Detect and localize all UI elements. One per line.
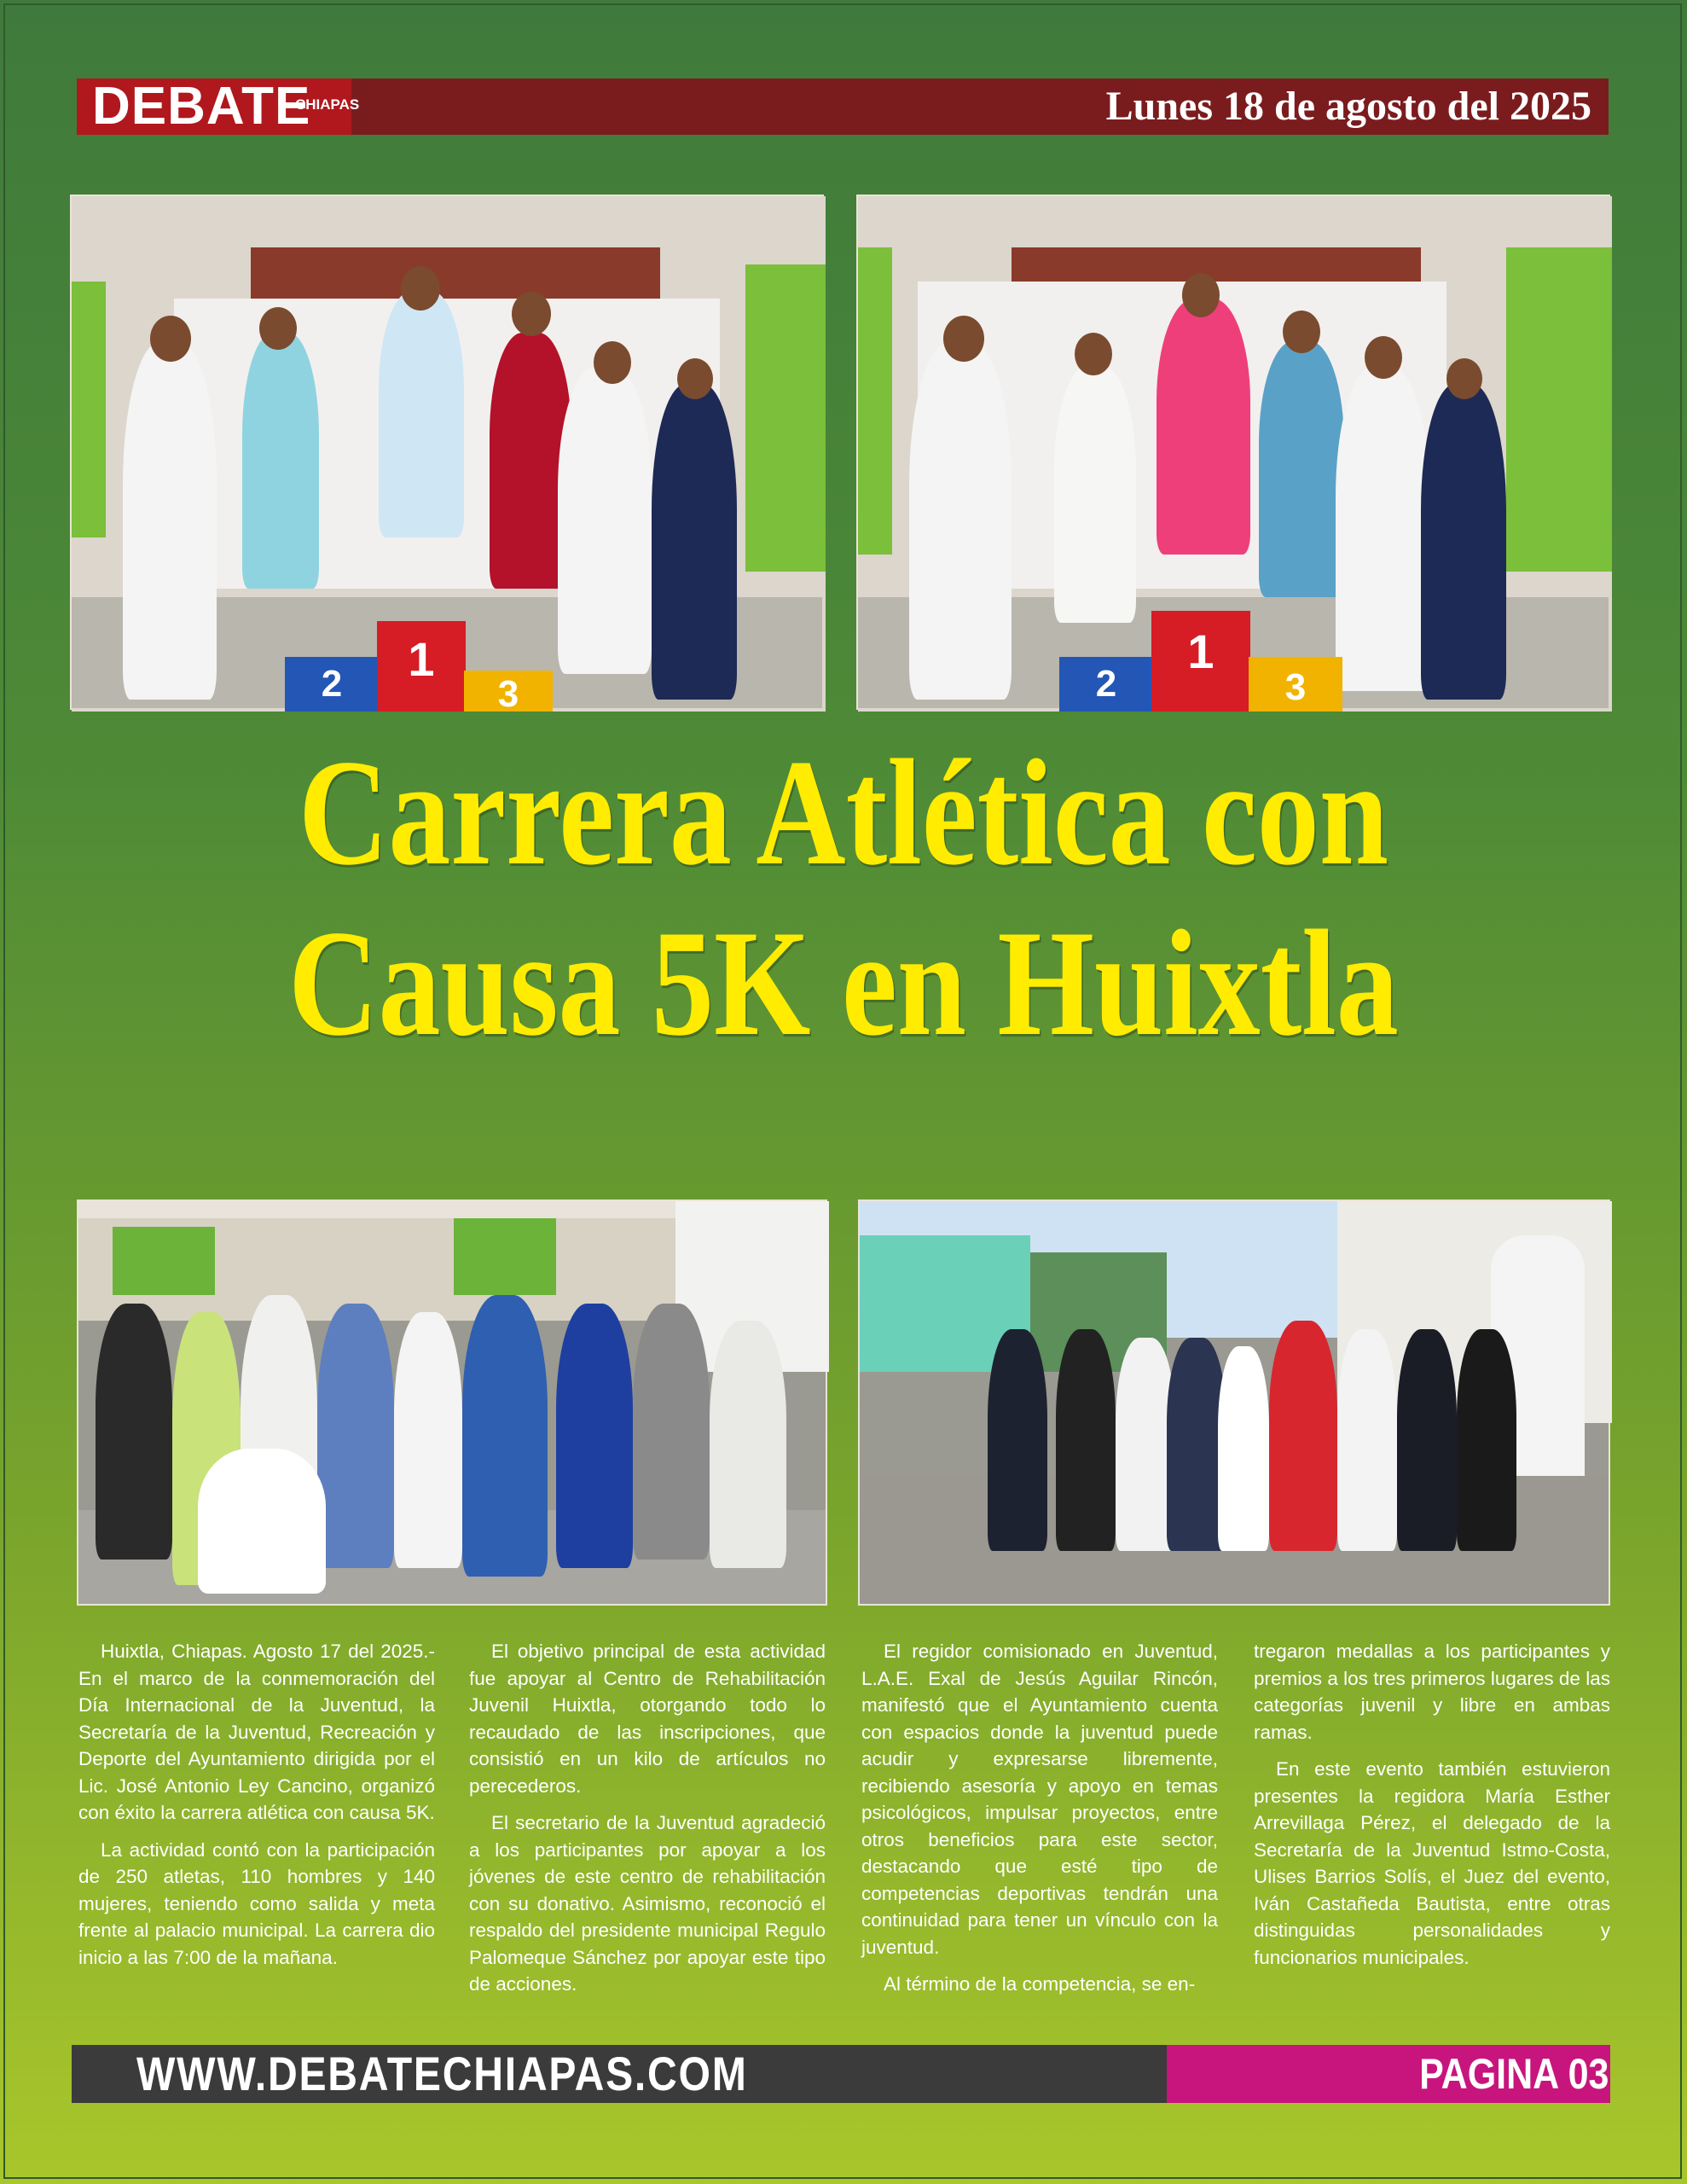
issue-date: Lunes 18 de agosto del 2025 — [1105, 84, 1591, 129]
headline-line-1: Carrera Atlética con — [298, 728, 1388, 897]
page-number: PAGINA 03 — [1418, 2050, 1609, 2098]
podium-third-men: 3 — [464, 671, 553, 712]
article-paragraph: El secretario de la Juventud agradeció a los participantes por apoyar a los jóvenes de este centro de rehabilitación con su donativo. Asimismo, reconoció el respaldo del presidente municipal Regulo Palomeque Sánchez por apoyar este tipo de acciones. — [469, 1812, 826, 1995]
article-paragraph: Huixtla, Chiapas. Agosto 17 del 2025.- En el marco de la conmemoración del Día Internacional de la Juventud, la Secretaría de la Juventud, Recreación y Deporte del Ayuntamiento dirigida por el Lic. José Antonio Ley Cancino, organizó con éxito la carrera atlética con causa 5K. — [78, 1641, 435, 1823]
photo-group-participants — [77, 1199, 827, 1606]
logo-main-text: DEBATE — [92, 77, 311, 136]
article-paragraph: En este evento también estuvieron presentes la regidora María Esther Arrevillaga Pérez, el delegado de la Secretaría de la Juventud Istmo-Costa, Ulises Barrios Solís, el Juez del evento, Iván Castañeda Bautista, entre otras distinguidas personalidades y funcionarios municipales. — [1254, 1758, 1610, 1968]
article-column-3 — [861, 1638, 1218, 2008]
article-paragraph: Al término de la competencia, se en- — [884, 1973, 1196, 1995]
article-paragraph: La actividad contó con la participación de 250 atletas, 110 hombres y 140 mujeres, teniendo como salida y meta frente al palacio municipal. La carrera dio inicio a las 7:00 de la mañana. — [78, 1838, 435, 1968]
photo-podium-men — [70, 195, 824, 715]
article-paragraph: El regidor comisionado en Juventud, L.A.E. Exal de Jesús Aguilar Rincón, manifestó que el Ayuntamiento cuenta con espacios donde la juventud puede acudir y expresarse libremente, recibiendo asesoría y apoyo en temas psicológicos, impulsar proyectos, entre otros beneficios para este sector, destacando que esté tipo de competencias deportivas tendrán una continuidad para tener un vínculo con la juventud. — [861, 1641, 1218, 1958]
headline — [152, 727, 1535, 1068]
article-paragraph: El objetivo principal de esta actividad fue apoyar al Centro de Rehabilitación Juvenil Huixtla, otorgando todo lo recaudado de las inscripciones, que consistió en un kilo de artículos no perecederos. — [469, 1641, 826, 1797]
podium-third-women: 3 — [1249, 657, 1342, 712]
headline-line-2: Causa 5K en Huixtla — [288, 898, 1399, 1067]
logo-sub-text: CHIAPAS — [295, 96, 360, 113]
podium-second-men: 2 — [285, 657, 379, 712]
podium-second-women: 2 — [1059, 657, 1153, 712]
podium-first-women: 1 — [1151, 611, 1250, 712]
photo-podium-women — [856, 195, 1610, 710]
article-column-1 — [78, 1638, 435, 1981]
podium-first-men: 1 — [377, 621, 466, 712]
article-column-4 — [1254, 1638, 1610, 1981]
article-paragraph: tregaron medallas a los participantes y premios a los tres primeros lugares de las categorías juvenil y libre en ambas ramas. — [1254, 1641, 1610, 1743]
photo-group-street — [858, 1199, 1610, 1606]
article-column-2 — [469, 1638, 826, 2008]
website-link[interactable]: WWW.DEBATECHIAPAS.COM — [136, 2047, 748, 2100]
debate-logo[interactable] — [77, 77, 360, 136]
